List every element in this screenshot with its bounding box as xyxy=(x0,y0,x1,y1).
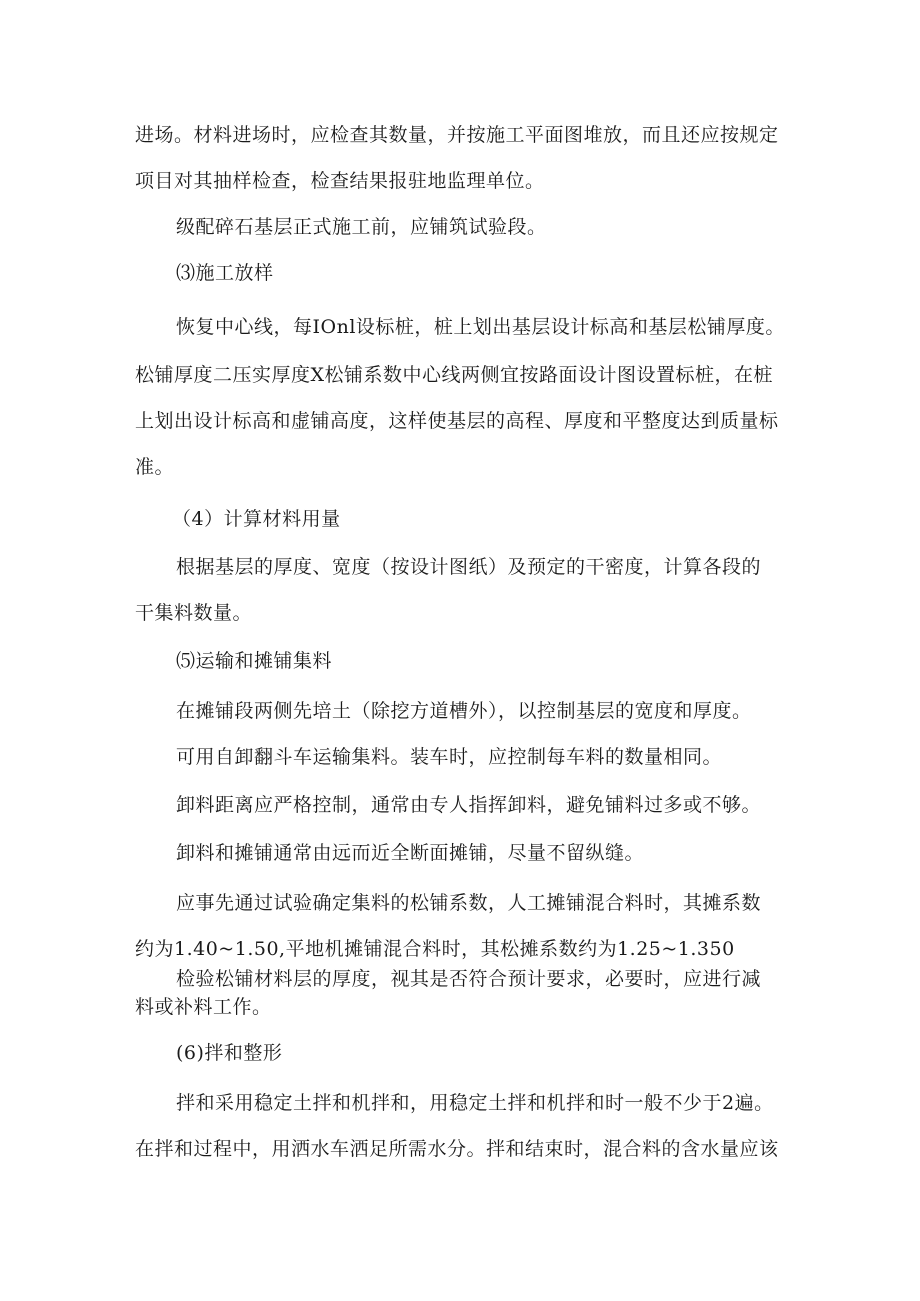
section-heading: ⑶施工放样 xyxy=(176,262,274,284)
body-text-line: 准。 xyxy=(135,456,175,478)
body-text-line: 约为1.40~1.50,平地机摊铺混合料时，其松摊系数约为1.25~1.350 xyxy=(135,938,735,960)
body-text-line: 松铺厚度二压实厚度X松铺系数中心线两侧宜按路面设计图设置标桩，在桩 xyxy=(135,364,774,386)
section-heading: (6)拌和整形 xyxy=(176,1042,283,1064)
body-text-line: 上划出设计标高和虚铺高度，这样使基层的高程、厚度和平整度达到质量标 xyxy=(135,410,779,432)
body-text-line: 恢复中心线，每IOnl设标桩，桩上划出基层设计标高和基层松铺厚度。 xyxy=(176,316,785,338)
section-heading: ⑸运输和摊铺集料 xyxy=(176,650,333,672)
body-text-line: 干集料数量。 xyxy=(135,602,253,624)
section-heading: （4）计算材料用量 xyxy=(172,508,341,530)
body-text-line: 可用自卸翻斗车运输集料。装车时，应控制每车料的数量相同。 xyxy=(176,746,723,768)
body-text-line: 应事先通过试验确定集料的松铺系数，人工摊铺混合料时，其摊系数 xyxy=(176,892,762,914)
body-text-line: 级配碎石基层正式施工前，应铺筑试验段。 xyxy=(176,216,547,238)
body-text-line: 根据基层的厚度、宽度（按设计图纸）及预定的干密度，计算各段的 xyxy=(176,556,762,578)
body-text-line: 卸料距离应严格控制，通常由专人指挥卸料，避免铺料过多或不够。 xyxy=(176,794,762,816)
body-text-line: 料或补料工作。 xyxy=(135,996,272,1018)
body-text-line: 在拌和过程中，用洒水车洒足所需水分。拌和结束时，混合料的含水量应该 xyxy=(135,1138,779,1160)
body-text-line: 拌和采用稳定土拌和机拌和，用稳定土拌和机拌和时一般不少于2遍。 xyxy=(176,1092,774,1114)
body-text-line: 进场。材料进场时，应检查其数量，并按施工平面图堆放，而且还应按规定 xyxy=(135,124,779,146)
body-text-line: 卸料和摊铺通常由远而近全断面摊铺，尽量不留纵缝。 xyxy=(176,842,645,864)
body-text-line: 项目对其抽样检查，检查结果报驻地监理单位。 xyxy=(135,170,545,192)
body-text-line: 在摊铺段两侧先培土（除挖方道槽外），以控制基层的宽度和厚度。 xyxy=(176,700,752,722)
body-text-line: 检验松铺材料层的厚度，视其是否符合预计要求，必要时，应进行减 xyxy=(176,968,762,990)
